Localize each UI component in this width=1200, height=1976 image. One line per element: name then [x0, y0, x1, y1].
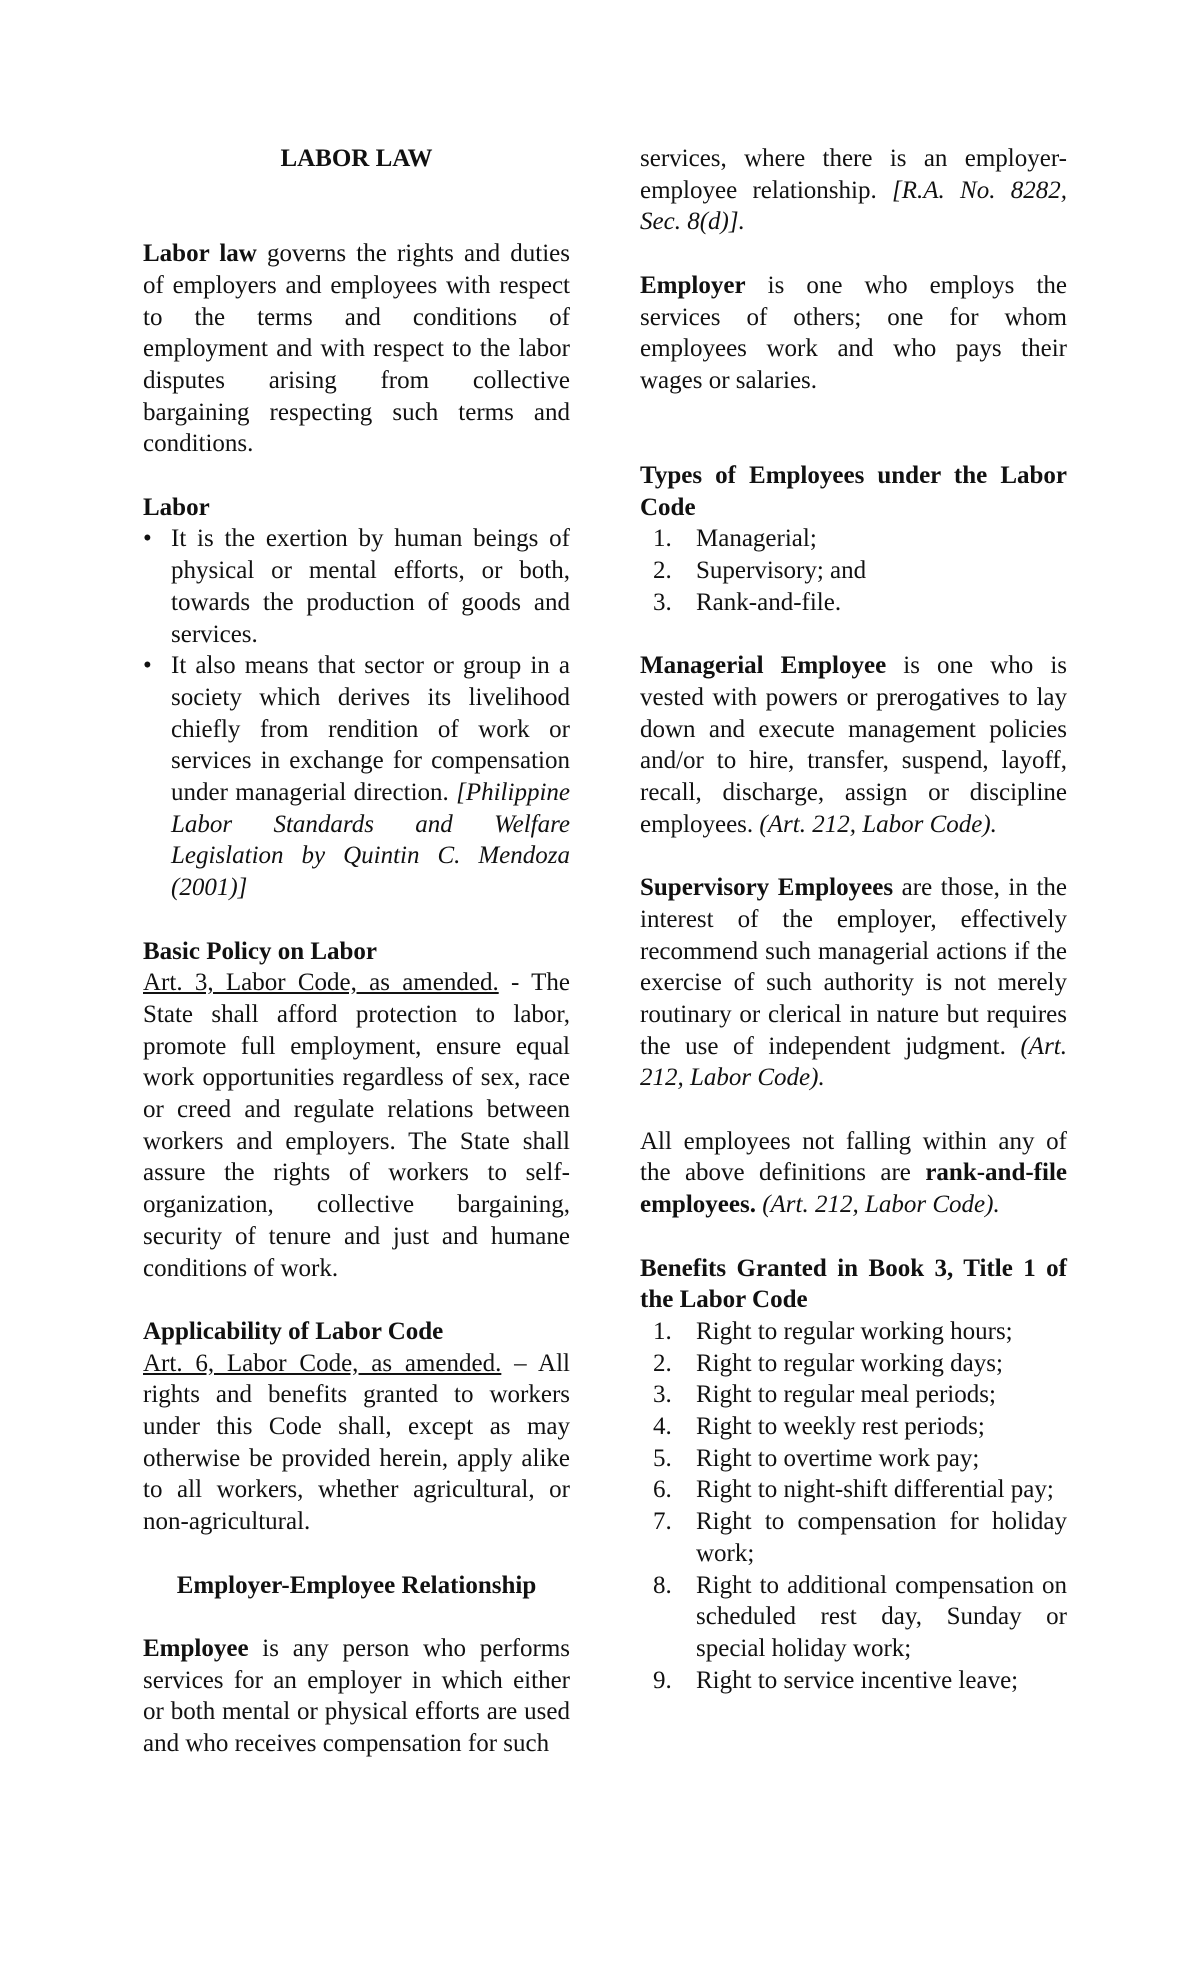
employer-definition: Employer is one who employs the services of others; one for whom employees work and who pays their wages or salaries.: [640, 271, 1067, 394]
page-title: LABOR LAW: [280, 145, 433, 172]
managerial-term: Managerial Employee: [640, 652, 887, 680]
list-item: 7. Right to compensation for holiday work;: [653, 1508, 1067, 1567]
rank-and-file-term: rank-and-file employees.: [640, 1159, 1067, 1219]
labor-law-definition: [143, 238, 570, 460]
basic-policy-heading: Basic Policy on Labor: [143, 937, 378, 965]
rank-and-file-citation: (Art. 212, Labor Code).: [762, 1191, 1000, 1219]
left-column: [143, 143, 570, 1760]
supervisory-definition: Supervisory Employees are those, in the interest of the employer, effectively recommend such managerial actions if the exercise of such authority is not merely routinary or clerical in nature but requires the use of independent judgment. (Art. 212, Labor Code).: [640, 874, 1068, 1092]
labor-law-term: Labor law: [143, 240, 257, 268]
benefits-list: [640, 1316, 1067, 1696]
list-item: 1. Right to regular working hours;: [653, 1317, 1013, 1345]
basic-policy-paragraph: Art. 3, Labor Code, as amended. - The State shall afford protection to labor, promote full employment, ensure equal work opportunities regardless of sex, race or creed and regulate relations between workers and employers. The State shall assure the rights of workers to self-organization, collective bargaining, security of tenure and just and humane conditions of work.: [143, 969, 570, 1282]
list-item: 2. Supervisory; and: [653, 557, 867, 585]
eer-heading: Employer-Employee Relationship: [176, 1571, 537, 1599]
list-item: 6. Right to night-shift differential pay;: [653, 1476, 1054, 1504]
list-item: 5. Right to overtime work pay;: [653, 1444, 980, 1472]
list-item: 3. Right to regular meal periods;: [653, 1381, 996, 1409]
list-item: 1. Managerial;: [653, 525, 817, 553]
list-item: • It also means that sector or group in a society which derives its livelihood chiefly from rendition of work or services in exchange for compensation under managerial direction. [Philippine Labor Standards and Welfare Legislation by Quintin C. Mendoza (2001)]: [143, 650, 570, 904]
managerial-citation: (Art. 212, Labor Code).: [759, 810, 997, 838]
types-list: [640, 523, 1067, 618]
list-item: 8. Right to additional compensation on scheduled rest day, Sunday or special holiday work;: [653, 1571, 1067, 1662]
rank-and-file-definition: All employees not falling within any of the above definitions are rank-and-file employees. (Art. 212, Labor Code).: [640, 1127, 1067, 1219]
list-item: 4. Right to weekly rest periods;: [653, 1413, 985, 1441]
applicability-reference: Art. 6, Labor Code, as amended.: [143, 1349, 502, 1377]
employer-term: Employer: [640, 271, 746, 299]
labor-law-def-text: governs the rights and duties of employers and employees with respect to the terms and conditions of employment and with respect to the labor disputes arising from collective bargaining respecting such terms and conditions.: [143, 240, 570, 458]
applicability-heading: Applicability of Labor Code: [143, 1317, 444, 1345]
list-item: 2. Right to regular working days;: [653, 1349, 1003, 1377]
benefits-heading: Benefits Granted in Book 3, Title 1 of the Labor Code: [640, 1254, 1067, 1314]
right-column: [640, 143, 1067, 1696]
list-item: • It is the exertion by human beings of physical or mental efforts, or both, towards the production of goods and services.: [143, 523, 570, 650]
supervisory-citation: (Art. 212, Labor Code).: [640, 1032, 1068, 1092]
labor-bullet-list: [143, 523, 570, 903]
employee-definition-continued: services, where there is an employer-employee relationship. [R.A. No. 8282, Sec. 8(d)].: [640, 145, 1068, 236]
labor-citation: [Philippine Labor Standards and Welfare Legislation by Quintin C. Mendoza (2001)]: [171, 779, 570, 902]
supervisory-term: Supervisory Employees: [640, 874, 894, 902]
employee-term: Employee: [143, 1634, 249, 1662]
list-item: 3. Rank-and-file.: [653, 588, 842, 616]
list-item: 9. Right to service incentive leave;: [653, 1666, 1019, 1694]
applicability-paragraph: Art. 6, Labor Code, as amended. – All rights and benefits granted to workers under this Code shall, except as may otherwise be provided herein, apply alike to all workers, whether agricultural, or non-agricultural.: [143, 1349, 570, 1536]
basic-policy-reference: Art. 3, Labor Code, as amended.: [143, 969, 499, 997]
managerial-definition: Managerial Employee is one who is vested with powers or prerogatives to lay down and execute management policies and/or to hire, transfer, suspend, layoff, recall, discharge, assign or discipline employees. (Art. 212, Labor Code).: [640, 652, 1067, 838]
employee-definition: Employee is any person who performs services for an employer in which either or both mental or physical efforts are used and who receives compensation for such: [143, 1634, 570, 1758]
types-heading: Types of Employees under the Labor Code: [640, 462, 1067, 521]
employee-citation: [R.A. No. 8282, Sec. 8(d)].: [640, 176, 1068, 236]
labor-heading: Labor: [143, 493, 210, 521]
